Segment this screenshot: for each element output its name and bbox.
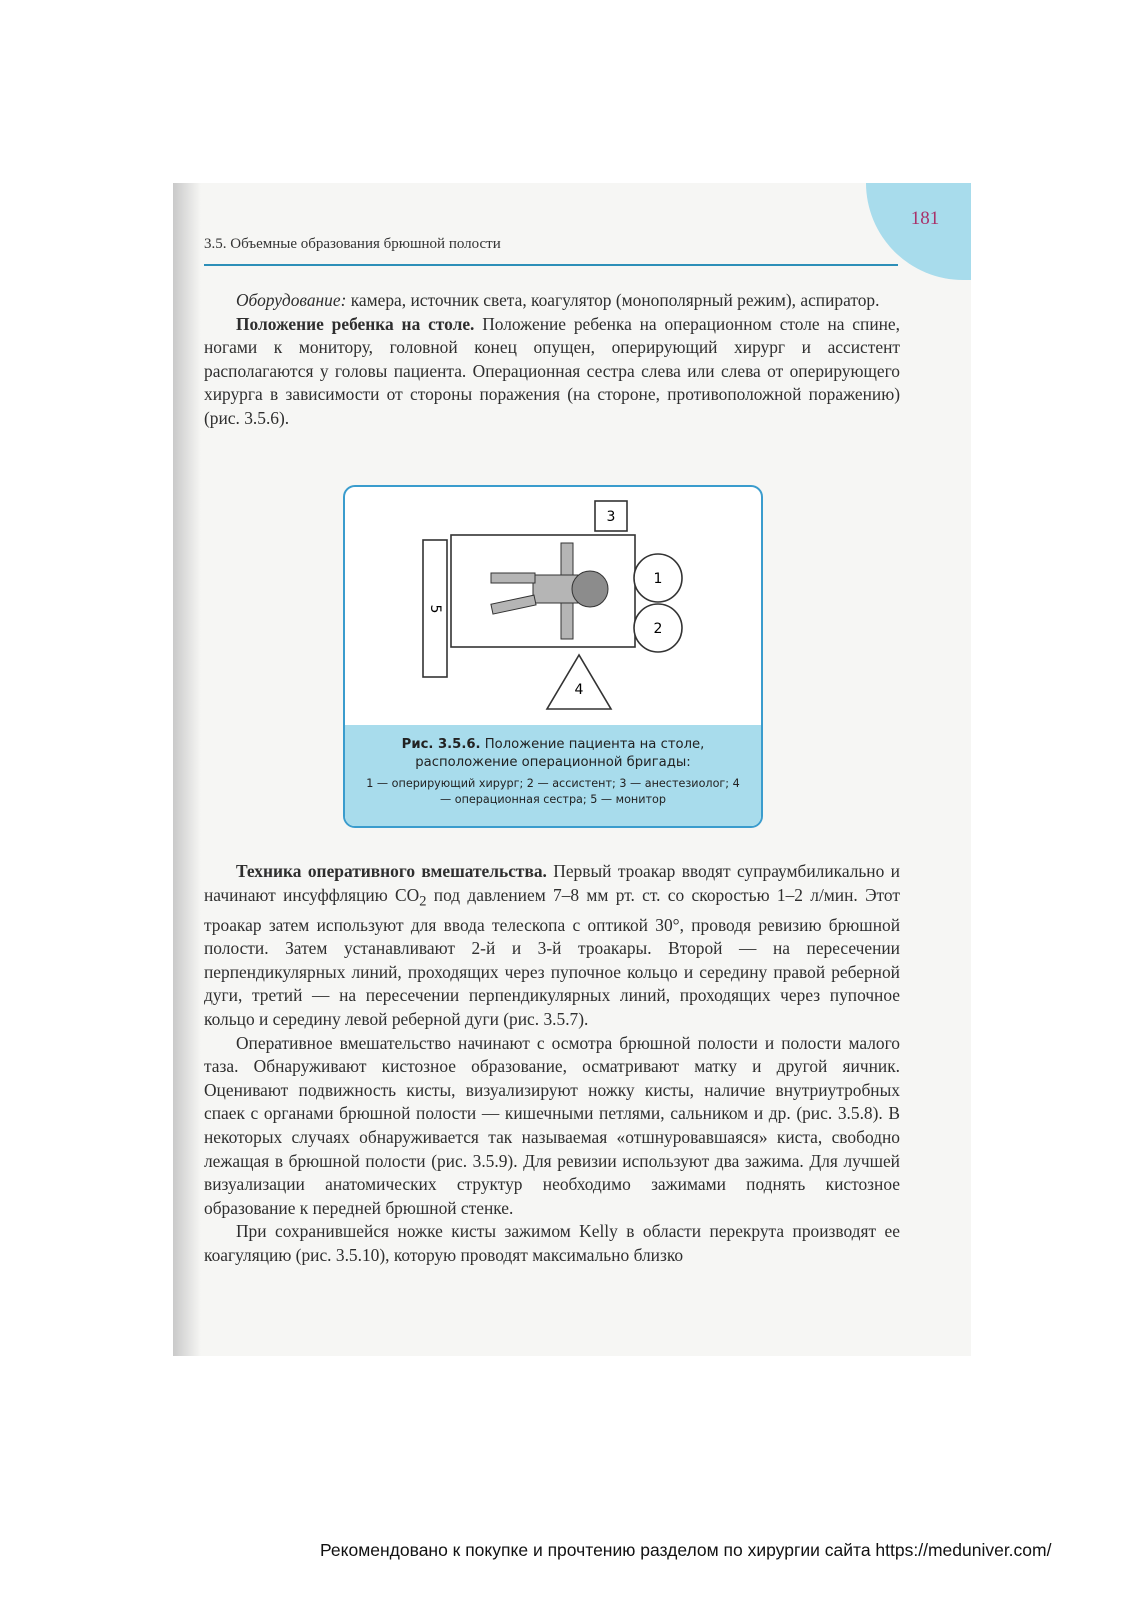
equipment-text: камера, источник света, коагулятор (монополярный режим), аспиратор. xyxy=(346,290,880,310)
label-nurse: 4 xyxy=(574,682,584,698)
label-monitor: 5 xyxy=(427,604,443,614)
position-paragraph xyxy=(204,313,900,431)
caption-title: Рис. 3.5.6. xyxy=(401,737,481,752)
footer-recommendation: Рекомендовано к покупке и прочтению разделом по хирургии сайта https://meduniver.com/ xyxy=(320,1540,1052,1560)
operating-table-diagram xyxy=(345,487,761,725)
caption-legend: 1 — оперирующий хирург; 2 — ассистент; 3 — анестезиолог; 4 — операционная сестра; 5 — монитор xyxy=(366,777,740,806)
header-rule xyxy=(204,264,898,266)
caption-text: Положение пациента на столе, расположение операционной бригады: xyxy=(415,737,705,770)
page-gutter-shadow xyxy=(173,183,201,1356)
technique-p1-sub: 2 xyxy=(419,893,427,910)
label-anesthesiologist: 3 xyxy=(606,509,616,525)
technique-p1-a: Первый троакар вводят супраумбиликально и начинают инсуффляцию CO xyxy=(204,861,900,905)
position-text: Положение ребенка на операционном столе на спине, ногами к монитору, головной конец опущен, оперирующий хирург и ассистент располагаются у головы пациента. Операционная сестра слева или слева от оперирующего хирурга в зависимости от стороны поражения (на стороне, противоположной поражению) (рис. 3.5.6). xyxy=(204,313,900,428)
technique-heading: Техника оперативного вмешательства. xyxy=(236,861,547,881)
position-heading: Положение ребенка на столе. xyxy=(236,313,475,334)
figure-operating-room xyxy=(343,485,763,828)
running-title: 3.5. Объемные образования брюшной полости xyxy=(204,236,501,252)
technique-text xyxy=(204,860,900,1268)
caption-main xyxy=(345,736,761,772)
intro-text xyxy=(204,289,900,431)
label-assistant: 2 xyxy=(653,621,663,637)
technique-paragraph-1 xyxy=(204,860,900,1032)
label-surgeon: 1 xyxy=(653,571,663,587)
technique-p1-b: под давлением 7–8 мм рт. ст. со скоростью 1–2 л/мин. Этот троакар затем используют для ввода телескопа с оптикой 30°, проводя ревизию брюшной полости. Затем устанавливают 2-й и 3-й троакары. Второй — на пересечении перпендикулярных линий, проходящих через пупочное кольцо и середину правой реберной дуги, третий — на пересечении перпендикулярных линий, проходящих через пупочное кольцо и середину левой реберной дуги (рис. 3.5.7). xyxy=(204,884,900,1030)
technique-paragraph-3: При сохранившейся ножке кисты зажимом Kelly в области перекрута производят ее коагуляцию (рис. 3.5.10), которую проводят максимально близко xyxy=(204,1221,900,1265)
equipment-paragraph xyxy=(204,289,900,313)
patient-head xyxy=(572,571,608,607)
page-number: 181 xyxy=(910,208,940,229)
technique-paragraph-2: Оперативное вмешательство начинают с осмотра брюшной полости и полости малого таза. Обнаруживают кистозное образование, осматривают матку и другой яичник. Оценивают подвижность кисты, визуализируют ножку кисты, наличие внутриутробных спаек с органами брюшной полости — кишечными петлями, сальником и др. (рис. 3.5.8). В некоторых случаях обнаруживается так называемая «отшнуровавшаяся» киста, свободно лежащая в брюшной полости (рис. 3.5.9). Для ревизии используют два зажима. Для лучшей визуализации анатомических структур необходимо зажимами поднять кистозное образование к передней брюшной стенке. xyxy=(204,1032,900,1218)
patient-leg-upper xyxy=(491,573,535,583)
figure-caption xyxy=(345,725,761,826)
equipment-label: Оборудование: xyxy=(236,290,347,310)
